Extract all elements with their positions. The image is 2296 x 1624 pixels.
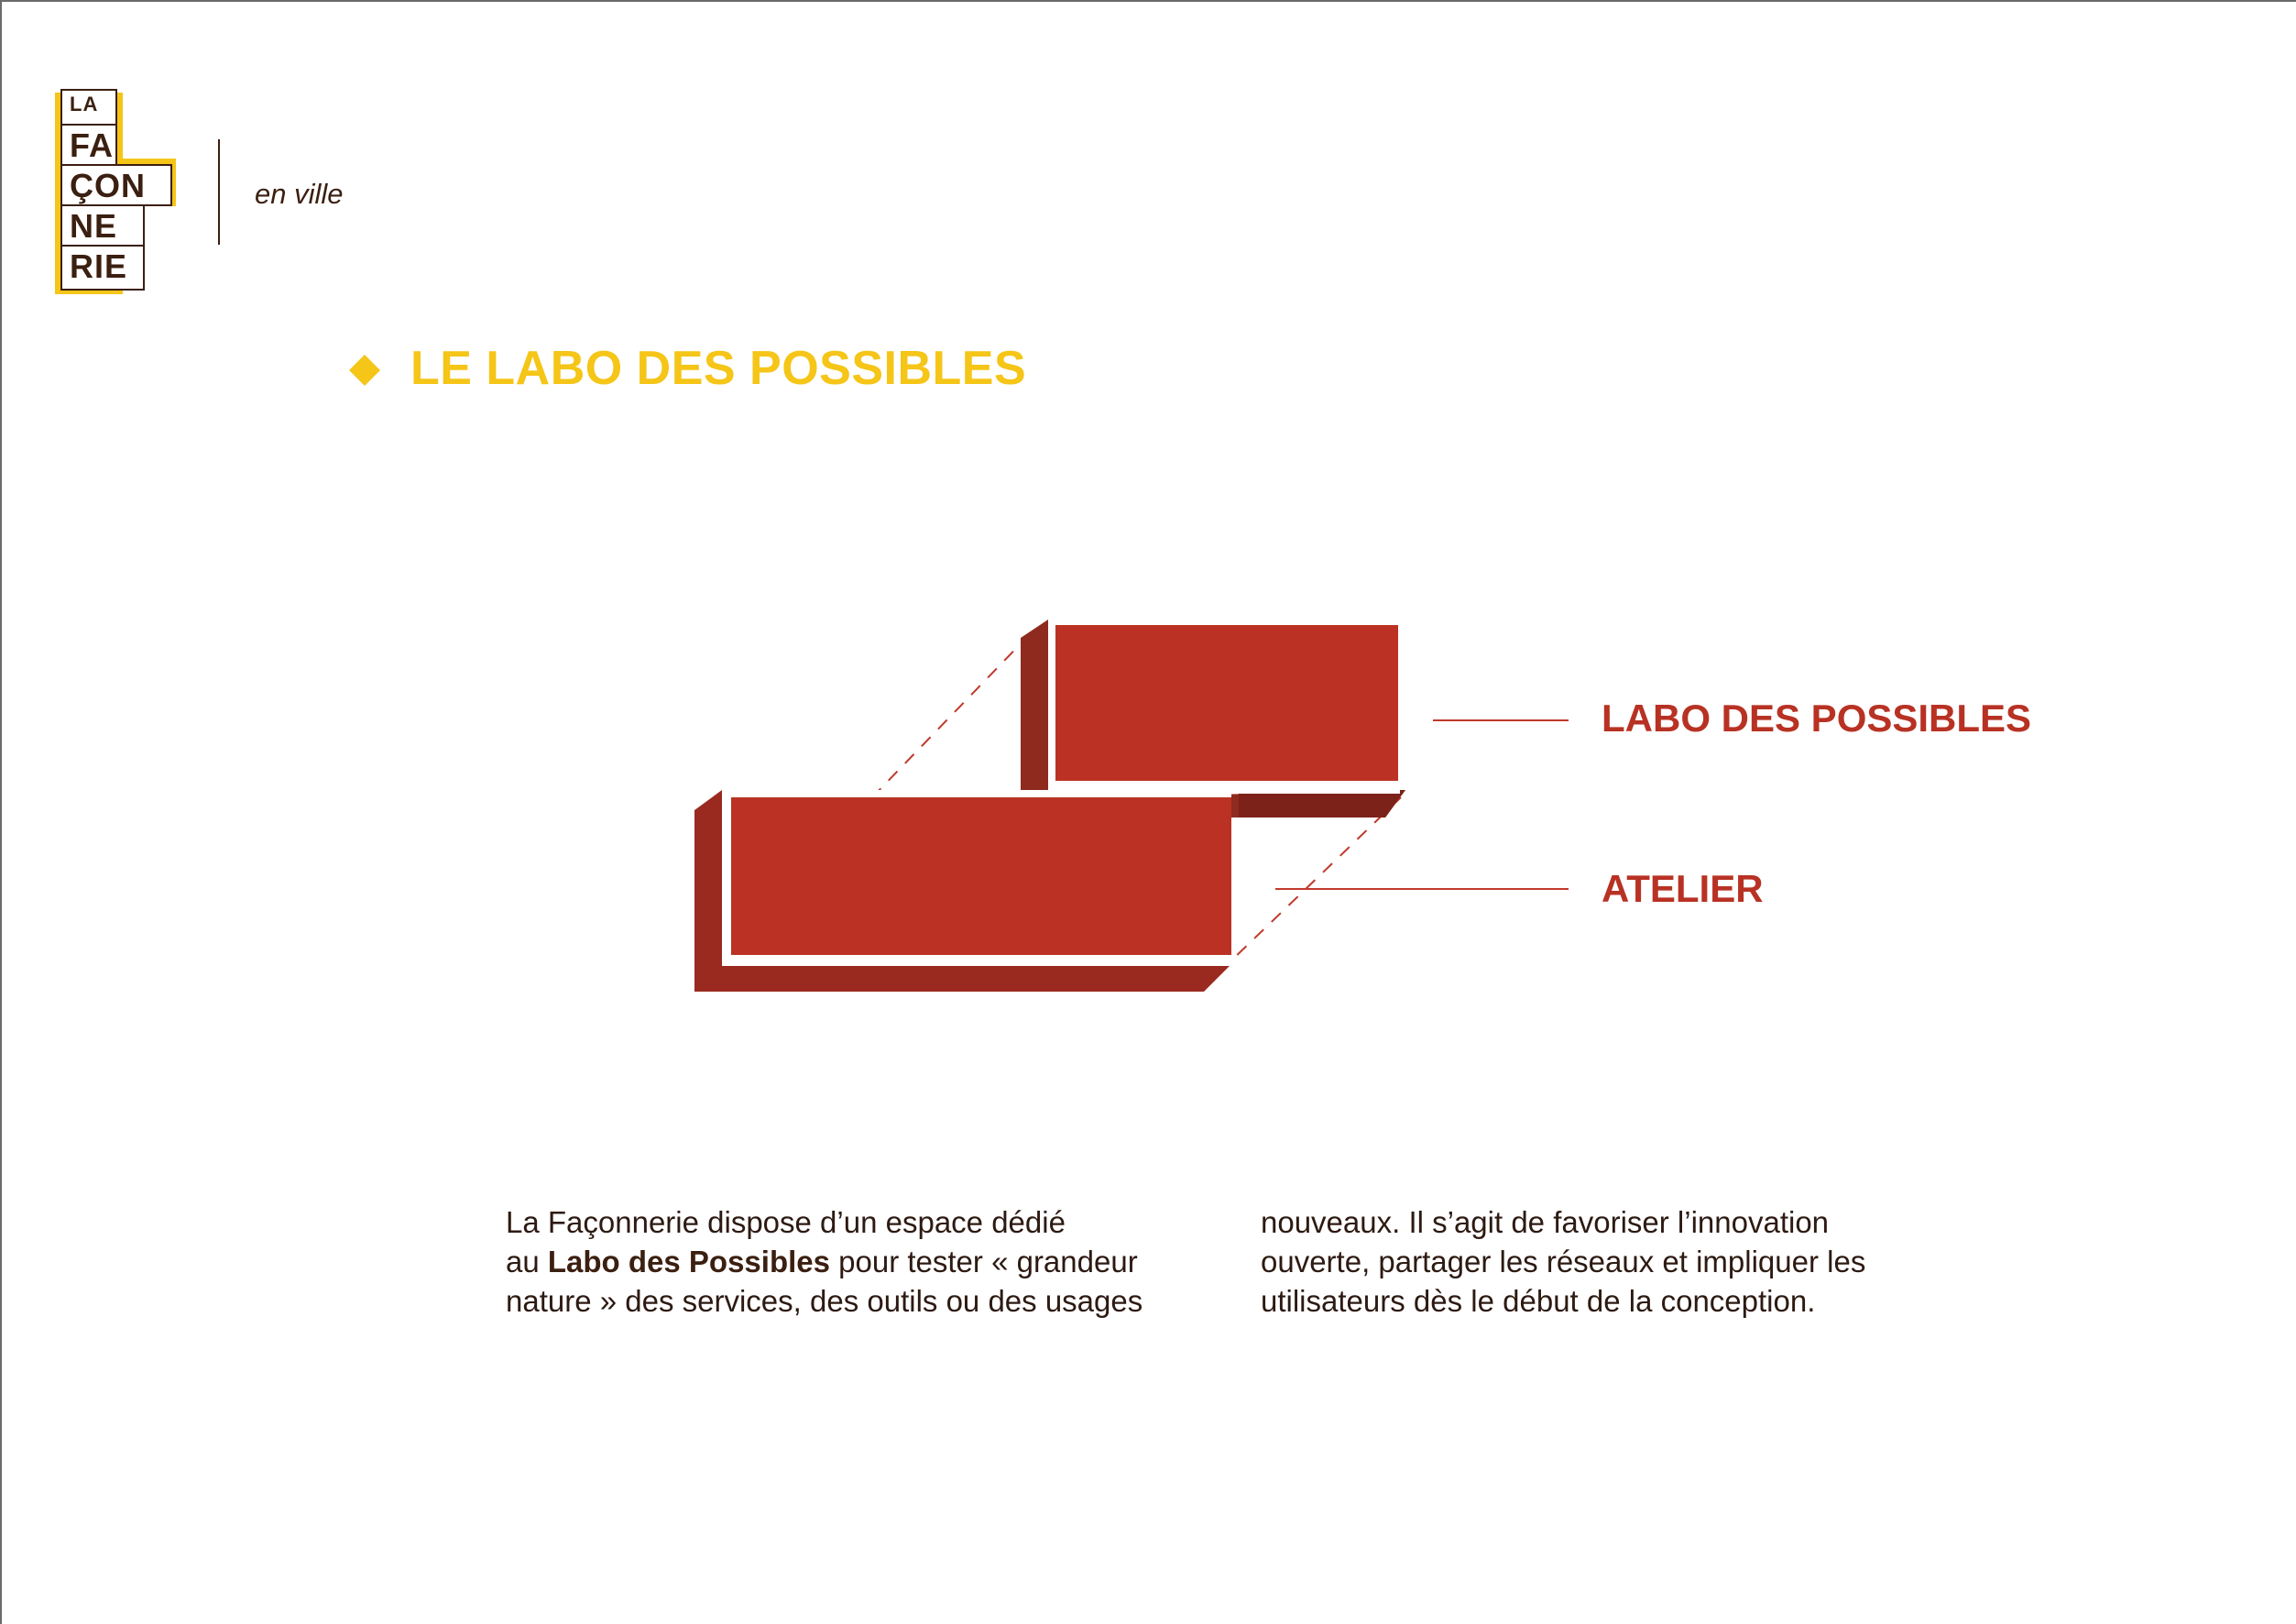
logo-line-2: FA: [70, 126, 115, 164]
logo-line-3: ÇON: [70, 167, 146, 204]
diagram-label-labo: LABO DES POSSIBLES: [1602, 697, 2032, 740]
projection-line-right: [1230, 797, 1401, 962]
page-title: LE LABO DES POSSIBLES: [410, 342, 1027, 395]
atelier-block: [694, 790, 1231, 992]
body-line: utilisateurs dès le début de la conception.: [1261, 1284, 1816, 1318]
body-line: au Labo des Possibles pour tester « grandeur: [506, 1245, 1138, 1278]
body-bold-term: Labo des Possibles: [547, 1245, 830, 1278]
logo-line-4: NE: [70, 207, 118, 245]
body-line: nature » des services, des outils ou des usages: [506, 1284, 1143, 1318]
body-line: ouverte, partager les réseaux et impliquer les: [1261, 1245, 1866, 1278]
body-line: nouveaux. Il s’agit de favoriser l’innovation: [1261, 1205, 1830, 1239]
body-column-2: [1261, 1202, 1957, 1321]
logo-tagline: en ville: [255, 178, 344, 210]
logo-line-5: RIE: [70, 247, 128, 285]
body-column-1: [506, 1202, 1202, 1321]
diagram-label-atelier: ATELIER: [1602, 867, 1764, 910]
body-line: La Façonnerie dispose d’un espace dédié: [506, 1205, 1066, 1239]
labo-block: [1021, 620, 1405, 817]
projection-line-top-left: [872, 634, 1030, 797]
stacked-blocks-diagram: [2, 2, 2296, 1624]
logo-line-1: LA: [70, 93, 99, 115]
